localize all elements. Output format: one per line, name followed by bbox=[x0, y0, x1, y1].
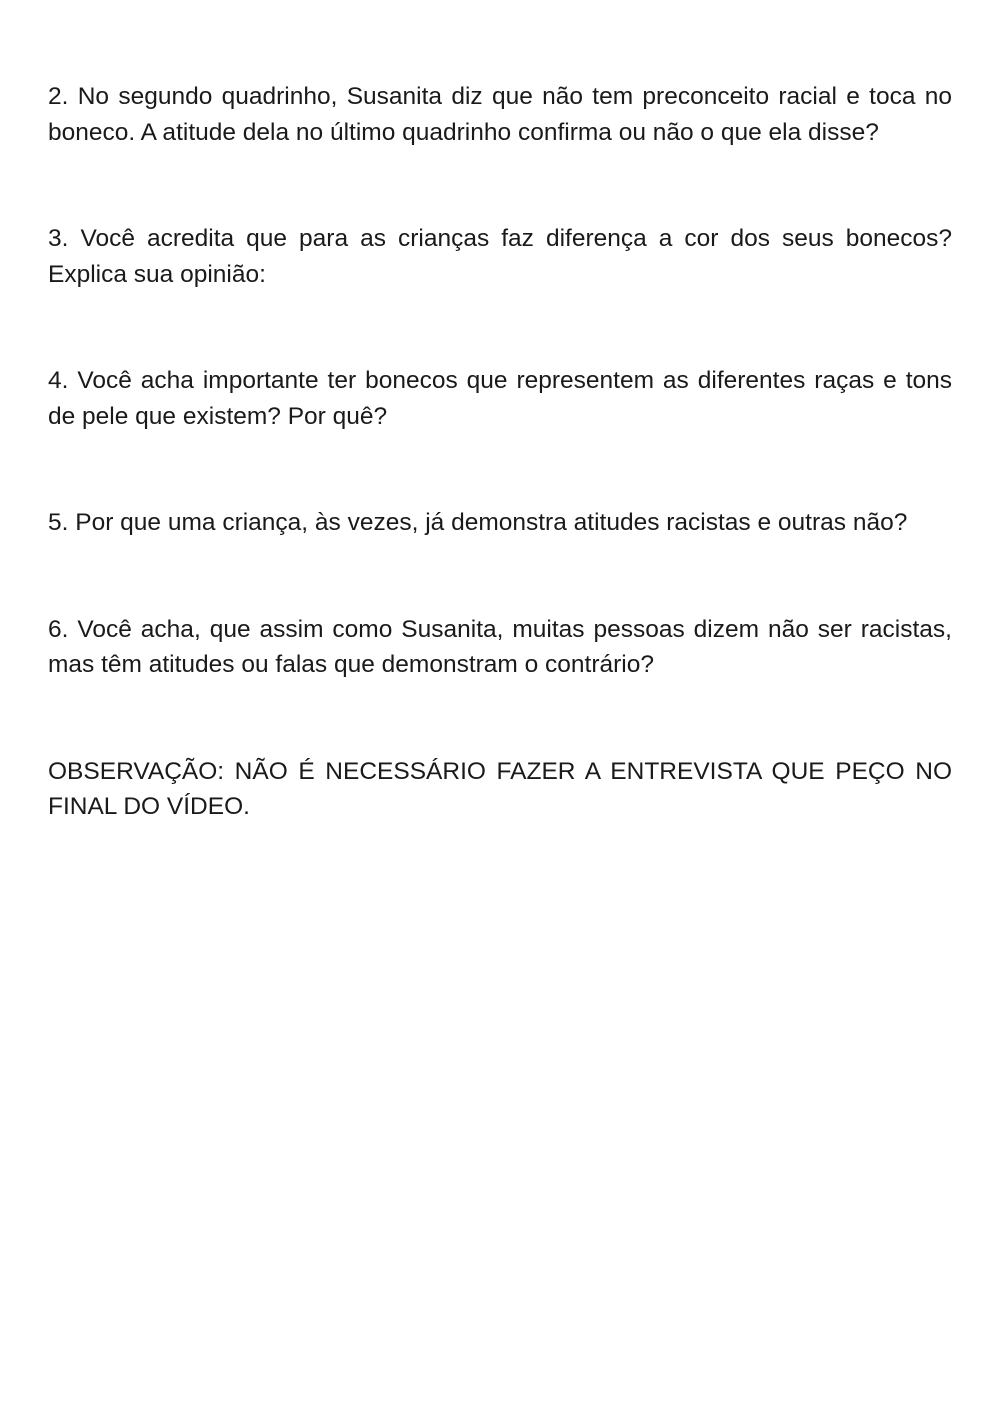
question-2: 2. No segundo quadrinho, Susanita diz que não tem preconceito racial e toca no boneco. A atitude dela no último quadrinho confirma ou não o que ela disse? bbox=[48, 83, 952, 146]
question-3: 3. Você acredita que para as crianças faz diferença a cor dos seus bonecos? Explica sua opinião: bbox=[48, 225, 952, 288]
question-5: 5. Por que uma criança, às vezes, já demonstra atitudes racistas e outras não? bbox=[48, 509, 908, 536]
observation-note: OBSERVAÇÃO: NÃO É NECESSÁRIO FAZER A ENTREVISTA QUE PEÇO NO FINAL DO VÍDEO. bbox=[48, 757, 952, 820]
question-4: 4. Você acha importante ter bonecos que representem as diferentes raças e tons de pele que existem? Por quê? bbox=[48, 367, 952, 430]
questions-body bbox=[48, 79, 952, 825]
question-6: 6. Você acha, que assim como Susanita, muitas pessoas dizem não ser racistas, mas têm atitudes ou falas que demonstram o contrário? bbox=[48, 615, 952, 678]
